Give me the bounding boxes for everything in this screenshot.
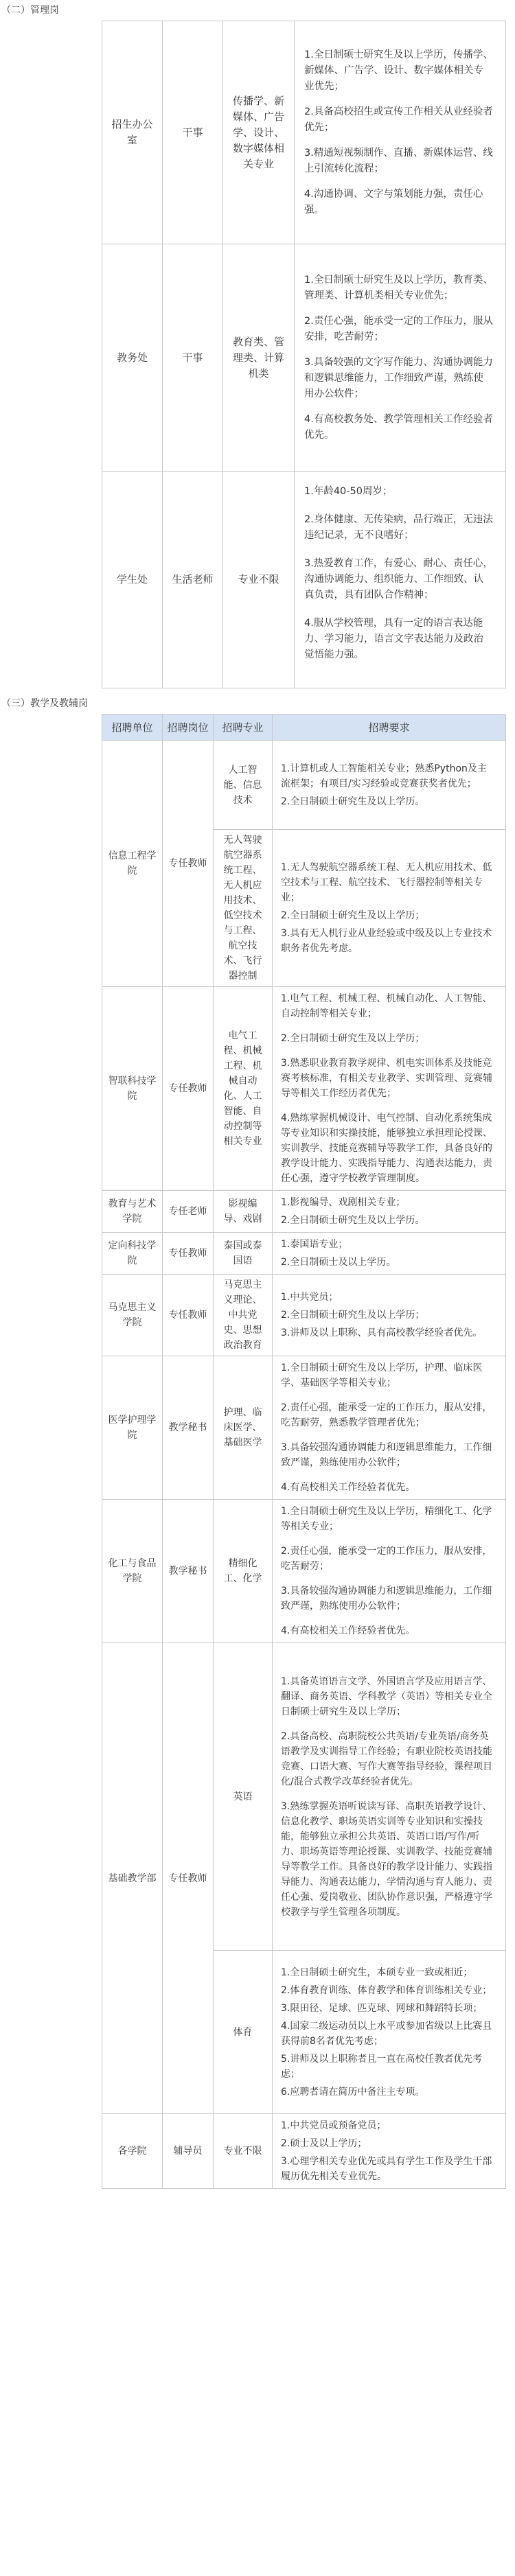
requirement-item: 6.应聘者请在简历中备注主专项。: [281, 2086, 425, 2098]
position-cell: 教学秘书: [163, 1356, 214, 1500]
requirement-item: 1.全日制硕士研究生及以上学历，教育类、管理类、计算机类相关专业优先；: [304, 274, 493, 301]
requirements-cell: [273, 1951, 506, 2114]
major-cell: 电气工程、机械工程、机械自动化、人工智能、自动控制等相关专业: [214, 987, 273, 1191]
position-cell: 专任教师: [163, 1275, 214, 1356]
table-row: [102, 741, 506, 830]
requirement-item: 3.具有无人机行业从业经验或中级及以上专业技术职务者优先考虑。: [281, 928, 492, 954]
column-header-requirements: 招聘要求: [273, 715, 506, 741]
requirement-item: 1.电气工程、机械工程、机械自动化、人工智能、自动控制等相关专业；: [281, 993, 492, 1019]
unit-cell: 基础教学部: [102, 1643, 163, 2114]
position-cell: 干事: [163, 21, 223, 244]
unit-cell: 教务处: [102, 244, 163, 472]
position-cell: 干事: [163, 244, 223, 472]
requirement-item: 2.全日制硕士及以上学历。: [281, 1257, 396, 1268]
major-cell: 英语: [214, 1643, 273, 1951]
major-cell: 专业不限: [214, 2114, 273, 2189]
requirements-cell: [273, 830, 506, 987]
major-cell: 传播学、新媒体、广告学、设计、数字媒体相关专业: [223, 21, 295, 244]
requirement-item: 4.服从学校管理，具有一定的语言表达能力、学习能力，语言文字表达能力及政治觉悟能力强。: [304, 618, 483, 660]
requirement-item: 5.讲师及以上职称者且一直在高校任教者优先考虑；: [281, 2053, 483, 2080]
major-cell: 无人驾驶航空器系统工程、无人机应用技术、低空技术与工程、航空技术、飞行器控制: [214, 830, 273, 987]
requirement-item: 1.中共党员；: [281, 1292, 339, 1303]
requirement-item: 2.责任心强，能承受一定的工作压力，服从安排，吃苦耐劳；: [281, 1546, 492, 1572]
requirement-item: 2.责任心强，能承受一定的工作压力，服从安排，吃苦耐劳，熟悉教学管理者优先；: [281, 1402, 492, 1428]
section-title-management: （二）管理岗: [1, 5, 59, 16]
major-cell: 教育类、管理类、计算机类: [223, 244, 295, 472]
requirement-item: 2.全日制硕士研究生及以上学历。: [281, 796, 425, 807]
requirement-item: 4.国家二级运动员以上水平或参加省级以上比赛且获得前8名者优先考虑；: [281, 2020, 492, 2047]
unit-cell: 各学院: [102, 2114, 163, 2189]
position-cell: 生活老师: [163, 472, 223, 688]
table-row: [102, 2114, 506, 2189]
position-cell: 专任教师: [163, 1233, 214, 1275]
requirement-item: 3.熟悉职业教育教学规律、机电实训体系及技能竞赛考核标准，有相关专业教学、实训管理、竞赛辅导等相关工作经历者优先；: [281, 1058, 492, 1099]
requirement-item: 4.沟通协调、文字与策划能力强，责任心强。: [304, 188, 483, 216]
unit-cell: 招生办公室: [102, 21, 163, 244]
requirement-item: 3.讲师及以上职称、具有高校教学经验者优先。: [281, 1327, 483, 1338]
requirement-item: 2.具备高校招生或宣传工作相关从业经验者优先；: [304, 106, 493, 133]
requirement-item: 2.全日制硕士研究生及以上学历；: [281, 1310, 425, 1321]
position-cell: 辅导员: [163, 2114, 214, 2189]
requirement-item: 4.有高校相关工作经验者优先。: [281, 1482, 415, 1493]
requirement-item: 3.限田径、足球、匹克球、网球和舞蹈特长项；: [281, 2002, 483, 2014]
requirements-cell: [273, 1275, 506, 1356]
position-cell: 专任教师: [163, 1643, 214, 2114]
requirements-cell: [273, 987, 506, 1191]
requirements-cell: [273, 1233, 506, 1275]
table-row: [102, 1500, 506, 1643]
unit-cell: 教育与艺术学院: [102, 1191, 163, 1233]
unit-cell: 马克思主义学院: [102, 1275, 163, 1356]
table-row: [102, 1191, 506, 1233]
major-cell: 精细化工、化学: [214, 1500, 273, 1643]
major-cell: 影视编导、戏剧: [214, 1191, 273, 1233]
major-cell: 马克思主义理论、中共党史、思想政治教育: [214, 1275, 273, 1356]
requirement-item: 2.硕士及以上学历；: [281, 2138, 367, 2149]
requirement-item: 3.具备较强的文字写作能力、沟通协调能力和逻辑思维能力，工作细致严谨，熟练使用办公软件；: [304, 356, 493, 399]
table-row: [102, 1275, 506, 1356]
requirements-cell: [273, 1191, 506, 1233]
position-cell: 专任老师: [163, 1191, 214, 1233]
requirement-item: 2.全日制硕士研究生及以上学历。: [281, 1215, 425, 1226]
requirement-item: 3.熟练掌握英语听说读写译、高职英语教学设计、信息化教学、职场英语实训等专业知识和实操技能，能够独立承担公共英语、英语口语/写作/听力、职场英语等理论授课、实训教学、技能竞赛辅导等教学工作。具备良好的教学设计能力、实践指导能力、沟通表达能力，学情沟通与育人能力、责任心强、爱岗敬业、团队协作意识强，严格遵守学校教学与学生管理各项制度。: [281, 1800, 492, 1918]
requirement-item: 4.有高校教务处、教学管理相关工作经验者优先。: [304, 413, 493, 441]
unit-cell: 化工与食品学院: [102, 1500, 163, 1643]
requirement-item: 2.身体健康、无传染病，品行端正，无违法违纪记录，无不良嗜好；: [304, 514, 493, 541]
table-row: [102, 1643, 506, 1951]
column-header-major: 招聘专业: [214, 715, 273, 741]
requirement-item: 1.全日制硕士研究生及以上学历，传播学、新媒体、广告学、设计、数字媒体相关专业优先；: [304, 49, 493, 92]
requirement-item: 3.精通短视频制作、直播、新媒体运营、线上引流转化流程；: [304, 147, 493, 174]
requirement-item: 1.全日制硕士研究生，本硕专业一致或相近；: [281, 1966, 473, 1978]
unit-cell: 定向科技学院: [102, 1233, 163, 1275]
major-cell: 护理、临床医学、基础医学: [214, 1356, 273, 1500]
column-header-unit: 招聘单位: [102, 715, 163, 741]
requirements-cell: [295, 472, 506, 688]
requirement-item: 2.责任心强，能承受一定的工作压力，服从安排，吃苦耐劳；: [304, 315, 493, 343]
table-row: [102, 1356, 506, 1500]
requirement-item: 3.热爱教育工作，有爱心、耐心、责任心，沟通协调能力、组织能力、工作细致、认真负责，具有团队合作精神；: [304, 558, 493, 601]
requirement-item: 1.年龄40-50周岁；: [304, 486, 393, 497]
requirements-cell: [273, 1500, 506, 1643]
requirement-item: 2.具备高校、高职院校公共英语/专业英语/商务英语教学及实训指导工作经验；有职业院校英语技能竞赛、口语大赛、写作大赛等指导经验，课程项目化/混合式教学改革经验者优先。: [281, 1730, 492, 1787]
major-cell: 体育: [214, 1951, 273, 2114]
requirement-item: 1.全日制硕士研究生及以上学历，精细化工、化学等相关专业；: [281, 1506, 492, 1532]
section-title-teaching: （三）教学及教辅岗: [1, 698, 88, 709]
management-positions-table: [102, 21, 506, 688]
position-cell: 教学秘书: [163, 1500, 214, 1643]
major-cell: 人工智能、信息技术: [214, 741, 273, 830]
teaching-positions-table: [102, 714, 506, 2189]
requirements-cell: [273, 2114, 506, 2189]
major-cell: 专业不限: [223, 472, 295, 688]
position-cell: 专任教师: [163, 741, 214, 987]
table-row: [102, 472, 506, 688]
requirement-item: 3.具备较强沟通协调能力和逻辑思维能力，工作细致严谨，熟练使用办公软件；: [281, 1586, 492, 1612]
requirement-item: 2.体育教育训练、体育教学和体育训练相关专业；: [281, 1984, 492, 1996]
requirement-item: 1.无人驾驶航空器系统工程、无人机应用技术、低空技术与工程、航空技术、飞行器控制等相关专业；: [281, 862, 492, 903]
requirement-item: 1.泰国语专业；: [281, 1239, 348, 1250]
requirements-cell: [273, 1643, 506, 1951]
requirement-item: 3.具备较强沟通协调能力和逻辑思维能力，工作细致严谨，熟练使用办公软件；: [281, 1442, 492, 1468]
requirement-item: 1.影视编导、戏剧相关专业；: [281, 1197, 406, 1208]
table-row: [102, 21, 506, 244]
requirement-item: 1.中共党员或预备党员；: [281, 2120, 387, 2131]
requirement-item: 2.全日制硕士研究生及以上学历；: [281, 910, 425, 921]
major-cell: 泰国或泰国语: [214, 1233, 273, 1275]
requirements-cell: [273, 741, 506, 830]
requirement-item: 3.心理学相关专业优先或具有学生工作及学生干部履历优先相关专业优先。: [281, 2156, 492, 2182]
unit-cell: 智联科技学院: [102, 987, 163, 1191]
unit-cell: 学生处: [102, 472, 163, 688]
requirements-cell: [295, 21, 506, 244]
requirement-item: 1.具备英语语言文学、外国语言学及应用语言学、翻译、商务英语、学科教学（英语）等相关专业全日制硕士研究生及以上学历；: [281, 1675, 492, 1717]
requirement-item: 1.全日制硕士研究生及以上学历，护理、临床医学、基础医学等相关专业；: [281, 1362, 483, 1389]
unit-cell: 信息工程学院: [102, 741, 163, 987]
table-row: [102, 244, 506, 472]
requirements-cell: [295, 244, 506, 472]
table-row: [102, 987, 506, 1191]
unit-cell: 医学护理学院: [102, 1356, 163, 1500]
requirements-cell: [273, 1356, 506, 1500]
column-header-position: 招聘岗位: [163, 715, 214, 741]
requirement-item: 1.计算机或人工智能相关专业；熟悉Python及主流框架；有项目/实习经验或竞赛获奖者优先；: [281, 763, 487, 789]
table-header-row: [102, 715, 506, 741]
position-cell: 专任教师: [163, 987, 214, 1191]
table-row: [102, 1233, 506, 1275]
requirement-item: 4.有高校相关工作经验者优先。: [281, 1625, 415, 1636]
requirement-item: 2.全日制硕士研究生及以上学历；: [281, 1033, 425, 1044]
requirement-item: 4.熟练掌握机械设计、电气控制、自动化系统集成等专业知识和实操技能，能够独立承担理论授课、实训教学、技能竞赛辅导等教学工作，具备良好的教学设计能力、实践指导能力、沟通表达能力，责任心强，遵守学校教学管理制度。: [281, 1113, 492, 1184]
